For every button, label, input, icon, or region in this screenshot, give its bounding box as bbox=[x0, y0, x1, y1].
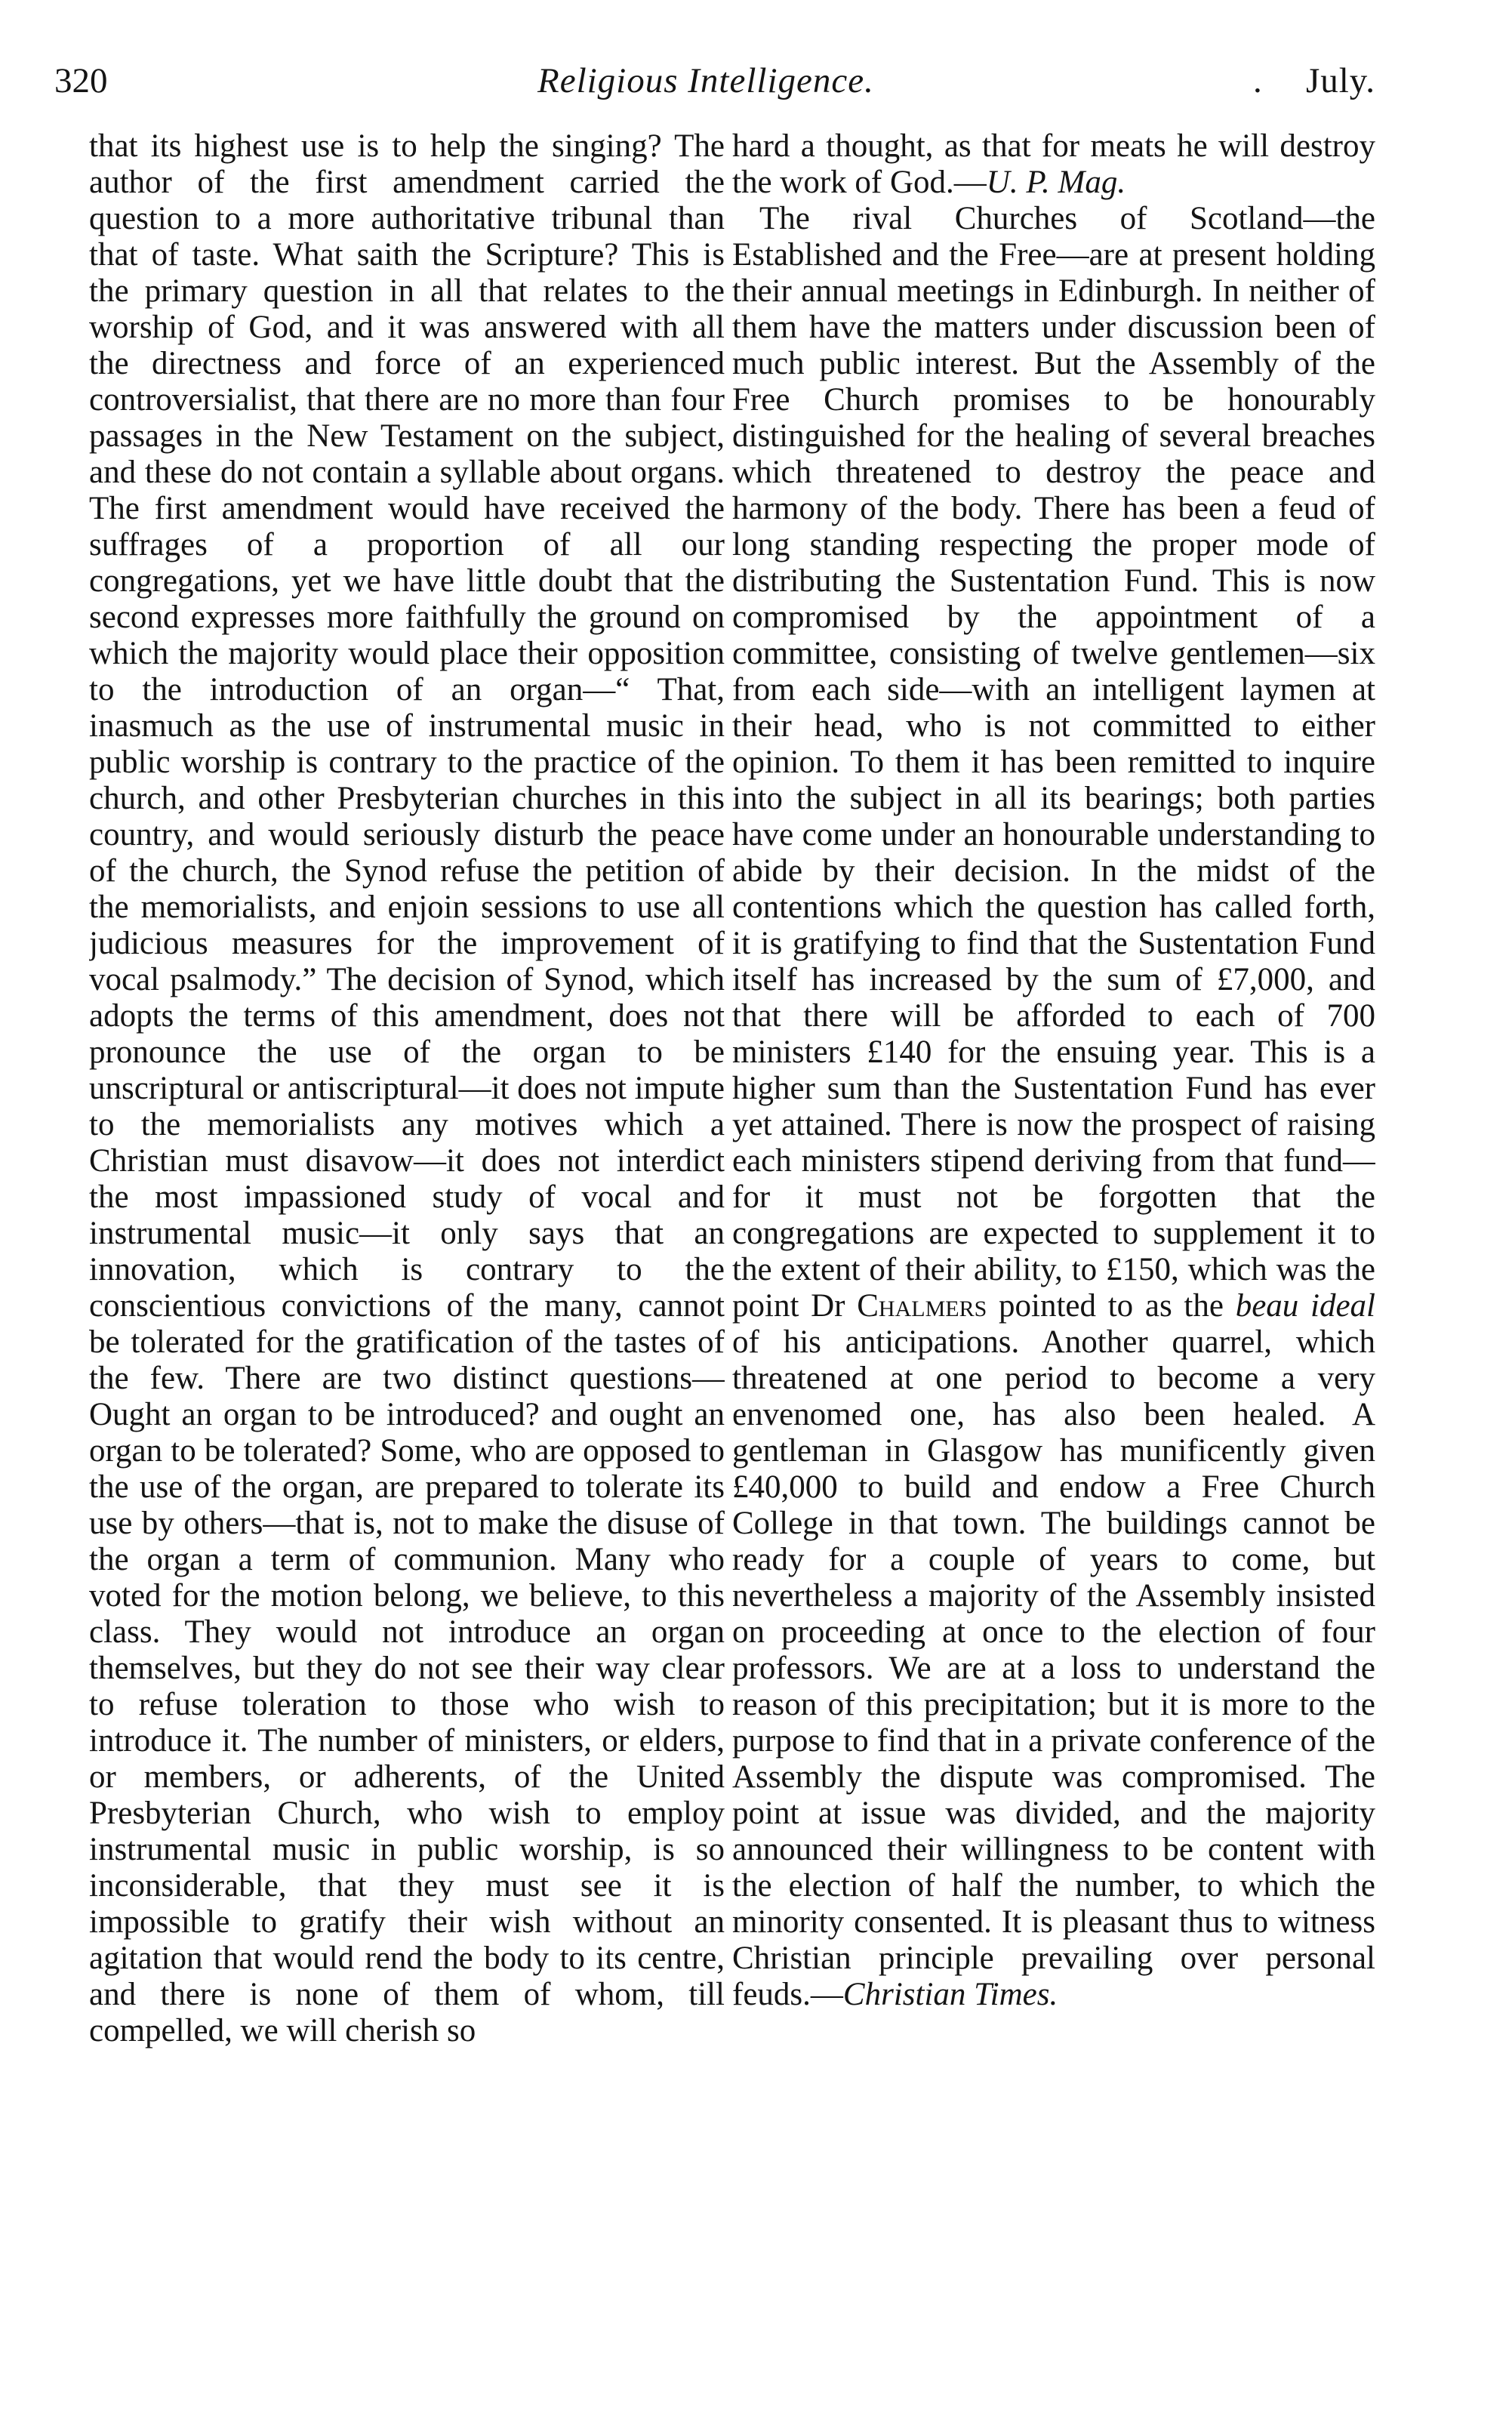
running-title: Religious Intelligence. bbox=[537, 61, 874, 100]
right-column bbox=[732, 128, 1375, 2333]
p1-text: hard a thought, as that for meats he will destroy the work of God.— bbox=[732, 128, 1375, 200]
p2-after: of his anticipations. Another quarrel, which threatened at one period to become a very envenomed one, has also been healed. A gentleman in Glasgow has munificently given £40,000 to build and endow a Free Church College in that town. The buildings cannot be ready for a couple of years to come, but nevertheless a majority of the Assembly insisted on proceeding at once to the election of four professors. We are at a loss to understand the reason of this precipitation; but it is more to the purpose to find that in a private conference of the Assembly the dispute was compromised. The point at issue was divided, and the majority announced their willingness to be content with the election of half the number, to which the minority consented. It is pleasant thus to witness Christian principle prevailing over personal feuds.— bbox=[732, 1324, 1375, 2012]
right-paragraph-2 bbox=[732, 201, 1375, 2013]
header-separator: . bbox=[1253, 61, 1262, 100]
p2-name: Chalmers bbox=[857, 1288, 987, 1324]
header-month: July. bbox=[1305, 61, 1375, 100]
page-number: 320 bbox=[54, 61, 108, 100]
p2-source: Christian Times. bbox=[842, 1977, 1058, 2012]
page-header bbox=[54, 54, 1375, 107]
p1-source: U. P. Mag. bbox=[986, 165, 1126, 200]
p2-phrase: beau ideal bbox=[1235, 1288, 1375, 1324]
right-paragraph-1 bbox=[732, 128, 1375, 201]
p2-middle: pointed to as the bbox=[987, 1288, 1236, 1324]
left-column bbox=[89, 128, 725, 2333]
p2-before-name: The rival Churches of Scotland—the Established and the Free—are at present holding their annual meetings in Edinburgh. In neither of them have the matters under discussion been of much public interest. But the Assembly of the Free Church promises to be honourably distinguished for the healing of several breaches which threatened to destroy the peace and harmony of the body. There has been a feud of long standing respecting the proper mode of distributing the Sustentation Fund. This is now compromised by the appointment of a committee, consisting of twelve gentlemen—six from each side—with an intelligent laymen at their head, who is not committed to either opinion. To them it has been remitted to inquire into the subject in all its bearings; both parties have come under an honourable understanding to abide by their decision. In the midst of the contentions which the question has called forth, it is gratifying to find that the Sustentation Fund itself has increased by the sum of £7,000, and that there will be afforded to each of 700 ministers £140 for the ensuing year. This is a higher sum than the Sustentation Fund has ever yet attained. There is now the prospect of raising each ministers stipend deriving from that fund—for it must not be forgotten that the congregations are expected to supplement it to the extent of their ability, to £150, which was the point Dr bbox=[732, 201, 1375, 1324]
left-paragraph: that its highest use is to help the singing? The author of the first amendment carried the question to a more authoritative tribunal than that of taste. What saith the Scripture? This is the primary question in all that relates to the worship of God, and it was answered with all the directness and force of an experienced controversialist, that there are no more than four passages in the New Testament on the subject, and these do not contain a syllable about organs. The first amendment would have received the suffrages of a proportion of all our congregations, yet we have little doubt that the second expresses more faithfully the ground on which the majority would place their opposition to the introduction of an organ—“ That, inasmuch as the use of instrumental music in public worship is contrary to the practice of the church, and other Presbyterian churches in this country, and would seriously disturb the peace of the church, the Synod refuse the petition of the memorialists, and enjoin sessions to use all judicious measures for the improvement of vocal psalmody.” The decision of Synod, which adopts the terms of this amendment, does not pronounce the use of the organ to be unscriptural or antiscriptural—it does not impute to the memorialists any motives which a Christian must disavow—it does not interdict the most impassioned study of vocal and instrumental music—it only says that an innovation, which is contrary to the conscientious convictions of the many, cannot be tolerated for the gratification of the tastes of the few. There are two distinct questions—Ought an organ to be introduced? and ought an organ to be tolerated? Some, who are opposed to the use of the organ, are prepared to tolerate its use by others—that is, not to make the disuse of the organ a term of communion. Many who voted for the motion belong, we believe, to this class. They would not introduce an organ themselves, but they do not see their way clear to refuse toleration to those who wish to introduce it. The number of ministers, or elders, or members, or adherents, of the United Presbyterian Church, who wish to employ instrumental music in public worship, is so inconsiderable, that they must see it is impossible to gratify their wish without an agitation that would rend the body to its centre, and there is none of them of whom, till compelled, we will cherish so bbox=[89, 128, 725, 2048]
